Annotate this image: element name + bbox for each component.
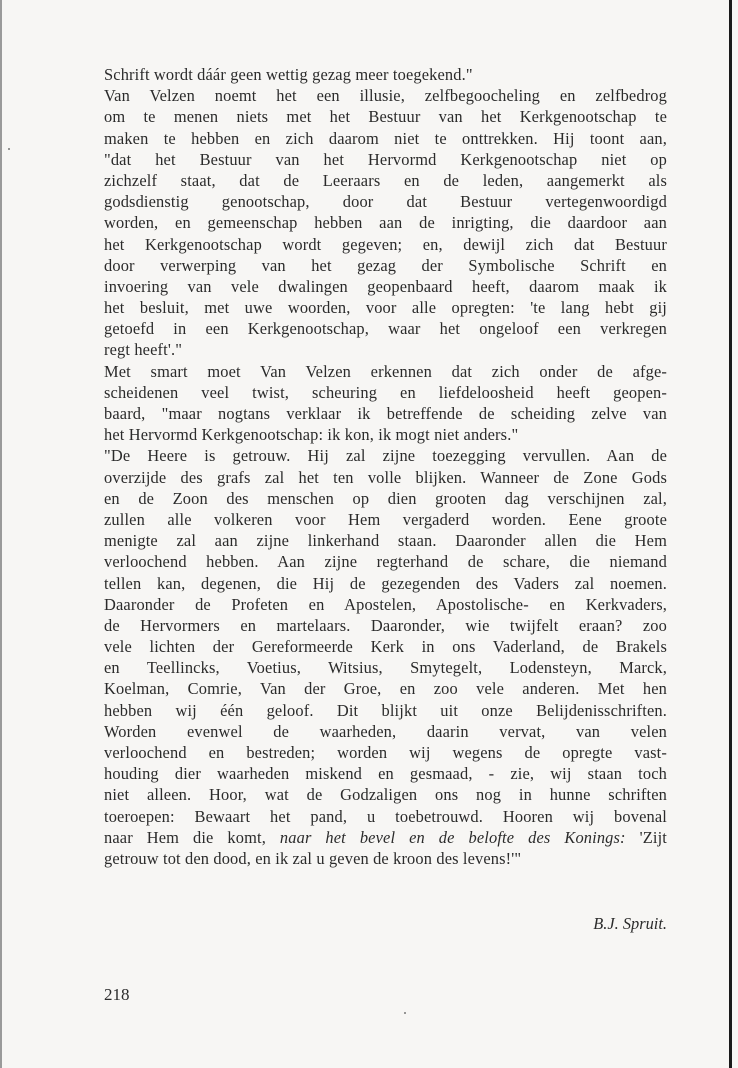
text-line: zichzelf staat, dat de Leeraars en de leden, aangemerkt als <box>104 170 667 190</box>
text-line: niet alleen. Hoor, wat de Godzaligen ons nog in hunne schriften <box>104 785 667 805</box>
text-line: om te menen niets met het Bestuur van het Kerkgenootschap te <box>104 107 667 127</box>
text-line: verloochend en bestreden; worden wij wegens de opregte vast- <box>104 743 667 762</box>
text-line: de Hervormers en martelaars. Daaronder, wie twijfelt eraan? zoo <box>104 615 667 635</box>
text-line: het Hervormd Kerkgenootschap: ik kon, ik mogt niet anders." <box>104 425 519 445</box>
text-line: menigte zal aan zijne linkerhand staan. Daaronder allen die Hem <box>104 531 667 551</box>
text-line: overzijde des grafs zal het ten volle blijken. Wanneer de Zone Gods <box>104 467 667 487</box>
scan-speck <box>8 148 10 150</box>
text-line: baard, "maar nogtans verklaar ik betreffende de scheiding zelve van <box>104 404 667 423</box>
italic-quote: naar het bevel en de belofte des Konings: <box>279 827 626 847</box>
author-signature: B.J. Spruit. <box>593 914 667 933</box>
text-segment: naar Hem die komt, <box>104 827 280 847</box>
text-line: verloochend hebben. Aan zijne regterhand de schare, die niemand <box>104 552 667 572</box>
body-text <box>104 64 667 869</box>
page-number: 218 <box>104 985 130 1004</box>
text-line: en de Zoon des menschen op dien grooten dag verschijnen zal, <box>104 488 667 508</box>
text-line: Van Velzen noemt het een illusie, zelfbegoocheling en zelfbedrog <box>104 86 667 106</box>
scan-edge-right <box>729 0 732 1068</box>
text-line: en Teellincks, Voetius, Witsius, Smytegelt, Lodensteyn, Marck, <box>104 658 667 678</box>
text-line: houding dier waarheden miskend en gesmaad, - zie, wij staan toch <box>104 764 667 784</box>
text-line: hebben wij één geloof. Dit blijkt uit onze Belijdenisschriften. <box>104 700 667 720</box>
text-line: "De Heere is getrouw. Hij zal zijne toezegging vervullen. Aan de <box>104 446 667 466</box>
text-line: het Kerkgenootschap wordt gegeven; en, dewijl zich dat Bestuur <box>104 234 667 254</box>
text-line: worden, en gemeenschap hebben aan de inrigting, die daardoor aan <box>104 213 667 233</box>
text-line: Schrift wordt dáár geen wettig gezag meer toegekend." <box>104 65 473 84</box>
text-line: zullen alle volkeren voor Hem vergaderd worden. Eene groote <box>104 509 667 529</box>
text-line-with-italic <box>104 827 667 848</box>
text-line: tellen kan, degenen, die Hij de gezegenden des Vaders zal noemen. <box>104 573 667 593</box>
text-line: scheidenen veel twist, scheuring en liefdeloosheid heeft geopen- <box>104 382 667 402</box>
text-line: Koelman, Comrie, Van der Groe, en zoo vele anderen. Met hen <box>104 679 667 699</box>
text-line: invoering van vele dwalingen geopenbaard heeft, daarom maak ik <box>104 276 667 296</box>
text-line: Daaronder de Profeten en Apostelen, Apostolische- en Kerkvaders, <box>104 594 667 614</box>
scan-shadow-left <box>0 0 2 1068</box>
text-line: vele lichten der Gereformeerde Kerk in ons Vaderland, de Brakels <box>104 637 667 657</box>
text-line: maken te hebben en zich daarom niet te onttrekken. Hij toont aan, <box>104 128 667 148</box>
text-line: getoefd in een Kerkgenootschap, waar het ongeloof een verkregen <box>104 319 667 339</box>
text-line: "dat het Bestuur van het Hervormd Kerkgenootschap niet op <box>104 149 667 169</box>
text-line: Met smart moet Van Velzen erkennen dat zich onder de afge- <box>104 361 667 381</box>
text-line: Worden evenwel de waarheden, daarin vervat, van velen <box>104 721 667 741</box>
text-line: regt heeft'." <box>104 340 183 360</box>
text-line: het besluit, met uwe woorden, voor alle opregten: 'te lang hebt gij <box>104 298 667 318</box>
text-line: toeroepen: Bewaart het pand, u toebetrouwd. Hooren wij bovenal <box>104 806 667 826</box>
text-line: godsdienstig genootschap, door dat Bestuur vertegenwoordigd <box>104 192 667 212</box>
scan-speck <box>404 1012 406 1014</box>
text-line: getrouw tot den dood, en ik zal u geven de kroon des levens!'" <box>104 848 522 868</box>
text-segment: 'Zijt <box>625 827 667 847</box>
text-line: door verwerping van het gezag der Symbolische Schrift en <box>104 255 667 275</box>
